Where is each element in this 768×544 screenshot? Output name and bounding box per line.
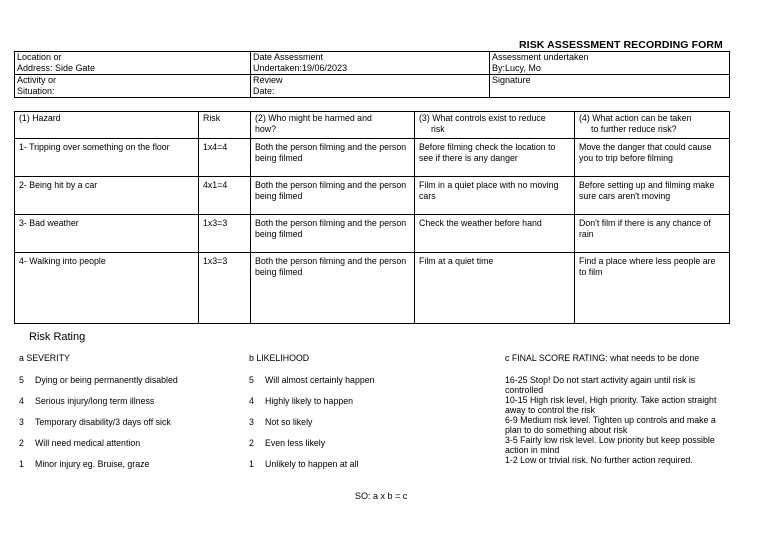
activity-label: Activity or xyxy=(17,75,57,85)
list-item: 6-9 Medium risk level. Tighten up controls and make a plan to do something about risk xyxy=(505,415,716,435)
controls-cell: Before filming check the location to see if there is any danger xyxy=(415,139,575,177)
likelihood-heading: b LIKELIHOOD xyxy=(249,353,310,363)
review-cell xyxy=(251,75,490,98)
review-label: Review xyxy=(253,75,283,85)
action-cell: Move the danger that could cause you to trip before filming xyxy=(575,139,730,177)
table-row xyxy=(15,215,730,253)
signature-cell xyxy=(490,75,730,98)
list-item: 5 Will almost certainly happen xyxy=(249,375,375,385)
risk-cell: 4x1=4 xyxy=(199,177,251,215)
activity-cell xyxy=(15,75,251,98)
controls-cell: Film at a quiet time xyxy=(415,253,575,324)
table-row xyxy=(15,177,730,215)
list-item: 16-25 Stop! Do not start activity again until risk is controlled xyxy=(505,375,696,395)
table-row xyxy=(15,139,730,177)
assessor-cell xyxy=(490,52,730,75)
hazard-header: (1) Hazard xyxy=(15,112,199,139)
who-header: (2) Who might be harmed and how? xyxy=(251,112,415,139)
controls-cell: Check the weather before hand xyxy=(415,215,575,253)
list-item: 2 Will need medical attention xyxy=(19,438,141,448)
risk-rating-title: Risk Rating xyxy=(29,331,86,343)
table-row xyxy=(15,253,730,324)
hazard-table xyxy=(14,111,730,324)
risk-cell: 1x4=4 xyxy=(199,139,251,177)
location-label: Location or xyxy=(17,52,62,62)
action-cell: Find a place where less people are to film xyxy=(575,253,730,324)
severity-heading: a SEVERITY xyxy=(19,353,70,363)
hazard-cell: 3- Bad weather xyxy=(15,215,199,253)
who-cell: Both the person filming and the person being filmed xyxy=(251,215,415,253)
undertaken-date: Undertaken:19/06/2023 xyxy=(253,63,348,73)
assessment-info-table xyxy=(14,51,730,98)
list-item: 5 Dying or being permanently disabled xyxy=(19,375,178,385)
list-item: 1-2 Low or trivial risk. No further action required. xyxy=(505,455,693,465)
who-cell: Both the person filming and the person being filmed xyxy=(251,177,415,215)
situation-label: Situation: xyxy=(17,86,55,96)
list-item: 2 Even less likely xyxy=(249,438,326,448)
hazard-cell: 4- Walking into people xyxy=(15,253,199,324)
assessor-names: By:Lucy, Mo xyxy=(492,63,541,73)
list-item: 1 Minor injury eg. Bruise, graze xyxy=(19,459,150,469)
score-formula: SO: a x b = c xyxy=(355,491,408,501)
controls-header: (3) What controls exist to reduce risk xyxy=(415,112,575,139)
location-cell xyxy=(15,52,251,75)
date-assessment-label: Date Assessment xyxy=(253,52,324,62)
who-cell: Both the person filming and the person being filmed xyxy=(251,253,415,324)
severity-list xyxy=(19,375,178,480)
list-item: 4 Serious injury/long term illness xyxy=(19,396,155,406)
final-score-heading: c FINAL SCORE RATING: what needs to be done xyxy=(505,353,700,363)
likelihood-list xyxy=(249,375,375,480)
signature-label: Signature xyxy=(492,75,531,85)
list-item: 3 Temporary disability/3 days off sick xyxy=(19,417,171,427)
list-item: 3 Not so likely xyxy=(249,417,313,427)
who-cell: Both the person filming and the person being filmed xyxy=(251,139,415,177)
address-label: Address: Side Gate xyxy=(17,63,96,73)
hazard-cell: 2- Being hit by a car xyxy=(15,177,199,215)
action-cell: Don't film if there is any chance of rain xyxy=(575,215,730,253)
list-item: 10-15 High risk level, High priority. Take action straight away to control the risk xyxy=(505,395,717,415)
risk-header: Risk xyxy=(199,112,251,139)
assessment-undertaken-label: Assessment undertaken xyxy=(492,52,589,62)
list-item: 3-5 Fairly low risk level. Low priority but keep possible action in mind xyxy=(505,435,715,455)
list-item: 4 Highly likely to happen xyxy=(249,396,354,406)
hazard-cell: 1- Tripping over something on the floor xyxy=(15,139,199,177)
action-cell: Before setting up and filming make sure cars aren't moving xyxy=(575,177,730,215)
final-score-list xyxy=(505,375,730,465)
review-date-label: Date: xyxy=(253,86,275,96)
form-title: RISK ASSESSMENT RECORDING FORM xyxy=(519,39,723,51)
date-assessment-cell xyxy=(251,52,490,75)
risk-cell: 1x3=3 xyxy=(199,215,251,253)
hazard-table-header xyxy=(15,112,730,139)
list-item: 1 Unlikely to happen at all xyxy=(249,459,359,469)
action-header: (4) What action can be taken to further reduce risk? xyxy=(575,112,730,139)
risk-cell: 1x3=3 xyxy=(199,253,251,324)
controls-cell: Film in a quiet place with no moving cars xyxy=(415,177,575,215)
